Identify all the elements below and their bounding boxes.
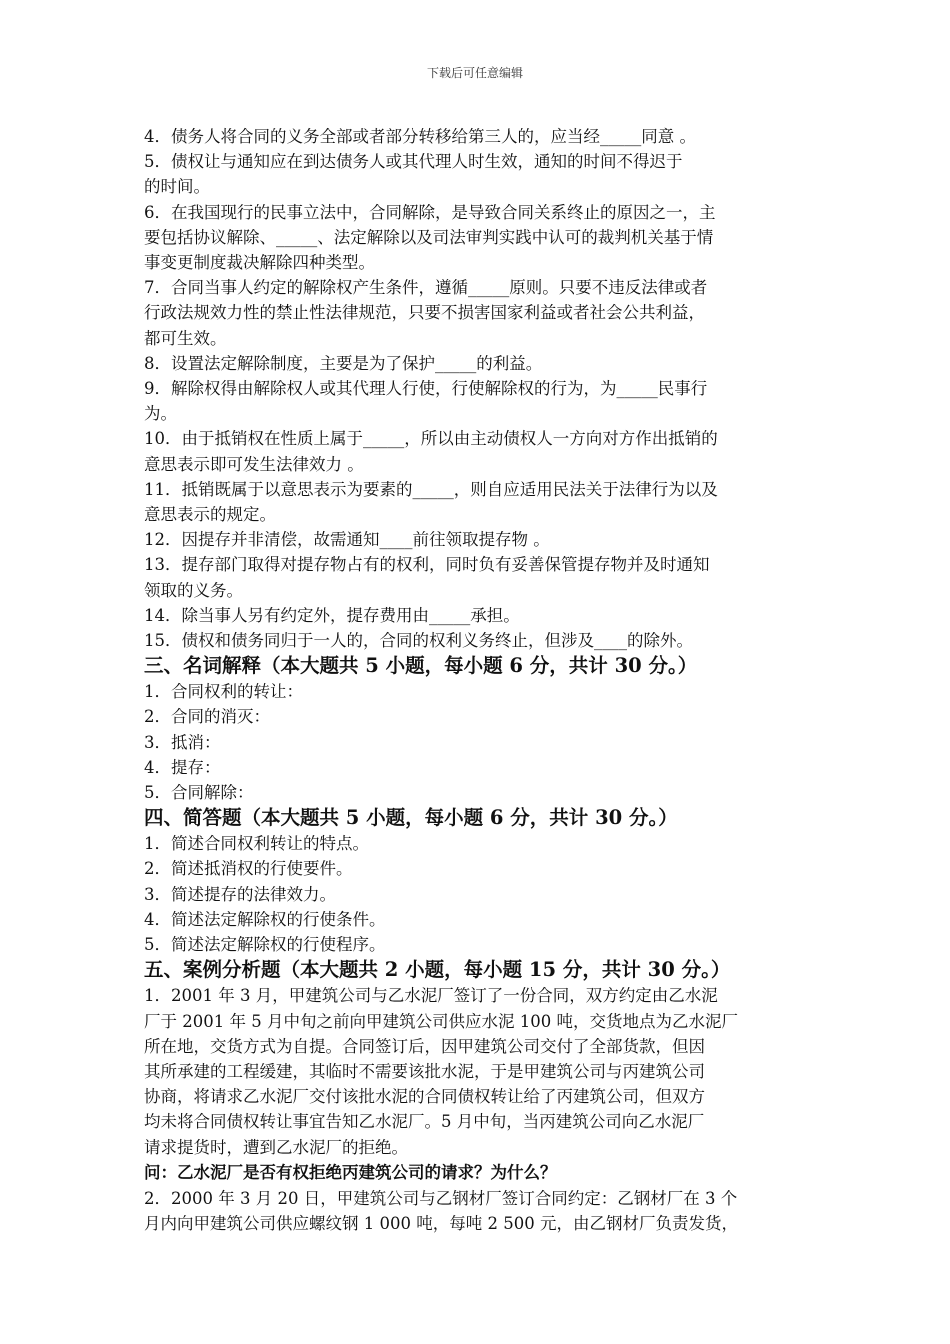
- text-line: 都可生效。: [144, 328, 227, 348]
- section-heading: 五、案例分析题（本大题共 2 小题，每小题 15 分，共计 30 分。）: [144, 958, 731, 982]
- text-line: 协商，将请求乙水泥厂交付该批水泥的合同债权转让给了丙建筑公司，但双方: [144, 1087, 705, 1107]
- text-line: 5．债权让与通知应在到达债务人或其代理人时生效，通知的时间不得迟于: [144, 152, 683, 172]
- document-body: [144, 124, 808, 1236]
- text-line: 4．债务人将合同的义务全部或者部分转移给第三人的，应当经_____同意 。: [144, 127, 696, 146]
- text-line: 11．抵销既属于以意思表示为要素的_____，则自应适用民法关于法律行为以及: [144, 479, 718, 499]
- text-line: 2．简述抵消权的行使要件。: [144, 859, 353, 879]
- text-line: 10．由于抵销权在性质上属于_____，所以由主动债权人一方向对方作出抵销的: [144, 429, 718, 449]
- text-line: 4．提存：: [144, 757, 221, 777]
- text-line: 为。: [144, 404, 177, 424]
- text-line: 2．2000 年 3 月 20 日，甲建筑公司与乙钢材厂签订合同约定：乙钢材厂在 3 个: [144, 1188, 738, 1208]
- text-line: 15．债权和债务同归于一人的，合同的权利义务终止，但涉及____的除外。: [144, 631, 693, 651]
- text-line: 事变更制度裁决解除四种类型。: [144, 253, 375, 273]
- text-line: 3．简述提存的法律效力。: [144, 884, 336, 904]
- text-line: 6．在我国现行的民事立法中，合同解除，是导致合同关系终止的原因之一，主: [144, 202, 716, 222]
- text-line: 的时间。: [144, 177, 210, 197]
- text-line: 5．简述法定解除权的行使程序。: [144, 935, 386, 955]
- text-line: 其所承建的工程缓建，其临时不需要该批水泥，于是甲建筑公司与丙建筑公司: [144, 1061, 705, 1081]
- text-line: 4．简述法定解除权的行使条件。: [144, 909, 386, 929]
- text-line: 1．简述合同权利转让的特点。: [144, 834, 369, 854]
- text-line: 7．合同当事人约定的解除权产生条件，遵循_____原则。只要不违反法律或者: [144, 278, 708, 298]
- text-line: 领取的义务。: [144, 580, 243, 600]
- text-line: 13．提存部门取得对提存物占有的权利，同时负有妥善保管提存物并及时通知: [144, 555, 710, 575]
- text-line: 请求提货时，遭到乙水泥厂的拒绝。: [144, 1137, 408, 1157]
- text-line: 14．除当事人另有约定外，提存费用由_____承担。: [144, 605, 520, 625]
- section-heading: 三、名词解释（本大题共 5 小题，每小题 6 分，共计 30 分。）: [144, 654, 698, 678]
- text-line: 均未将合同债权转让事宜告知乙水泥厂。5 月中旬，当丙建筑公司向乙水泥厂: [144, 1112, 705, 1132]
- text-line: 行政法规效力性的禁止性法律规范，只要不损害国家利益或者社会公共利益，: [144, 303, 705, 323]
- text-line: 月内向甲建筑公司供应螺纹钢 1 000 吨，每吨 2 500 元，由乙钢材厂负责发货，: [144, 1213, 738, 1233]
- text-line: 3．抵消：: [144, 732, 221, 752]
- text-line: 2．合同的消灭：: [144, 707, 270, 727]
- section-heading: 四、简答题（本大题共 5 小题，每小题 6 分，共计 30 分。）: [144, 806, 678, 830]
- text-line: 9．解除权得由解除权人或其代理人行使，行使解除权的行为，为_____民事行: [144, 379, 708, 399]
- text-line: 5．合同解除：: [144, 783, 254, 803]
- text-line: 厂于 2001 年 5 月中旬之前向甲建筑公司供应水泥 100 吨，交货地点为乙水泥厂: [144, 1011, 738, 1031]
- text-line: 1．合同权利的转让：: [144, 682, 303, 702]
- text-line: 1．2001 年 3 月，甲建筑公司与乙水泥厂签订了一份合同，双方约定由乙水泥: [144, 986, 718, 1006]
- question-line: 问：乙水泥厂是否有权拒绝丙建筑公司的请求？为什么？: [144, 1162, 557, 1182]
- text-line: 12．因提存并非清偿，故需通知____前往领取提存物 。: [144, 530, 550, 550]
- text-line: 意思表示的规定。: [144, 505, 276, 525]
- text-line: 意思表示即可发生法律效力 。: [144, 454, 364, 474]
- text-line: 要包括协议解除、_____、法定解除以及司法审判实践中认可的裁判机关基于情: [144, 227, 714, 247]
- page-header: 下载后可任意编辑: [426, 66, 523, 80]
- text-line: 8．设置法定解除制度，主要是为了保护_____的利益。: [144, 353, 543, 373]
- text-line: 所在地，交货方式为自提。合同签订后，因甲建筑公司交付了全部货款，但因: [144, 1036, 705, 1056]
